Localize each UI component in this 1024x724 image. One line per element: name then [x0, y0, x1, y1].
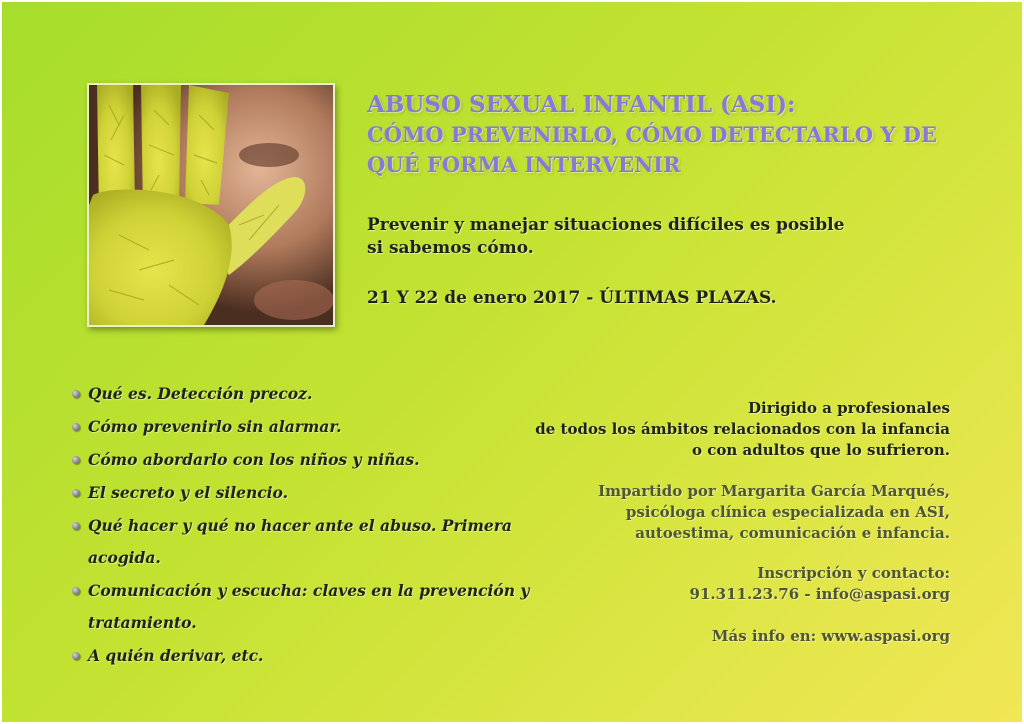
intro-line-2: si sabemos cómo. [367, 238, 534, 258]
bullet-icon [72, 489, 80, 497]
topic-item: El secreto y el silencio. [72, 477, 532, 509]
bullet-icon [72, 456, 80, 464]
topic-item: Cómo abordarlo con los niños y niñas. [72, 444, 532, 476]
intro-line-1: Prevenir y manejar situaciones difíciles es posible [367, 215, 845, 235]
painted-hand-icon [89, 85, 333, 325]
contact-line-2: 91.311.23.76 - info@aspasi.org [689, 585, 950, 603]
bullet-icon [72, 522, 80, 530]
bullet-icon [72, 587, 80, 595]
bullet-icon [72, 423, 80, 431]
topic-item: Qué hacer y qué no hacer ante el abuso. Primera acogida. [72, 510, 532, 574]
bullet-icon [72, 390, 80, 398]
course-dates: 21 Y 22 de enero 2017 - ÚLTIMAS PLAZAS. [367, 288, 777, 308]
course-title [367, 90, 967, 180]
painted-hand-photo [87, 83, 335, 327]
contact-info [530, 563, 950, 605]
bullet-icon [72, 652, 80, 660]
title-line-3: QUÉ FORMA INTERVENIR [367, 152, 681, 177]
intro-text [367, 214, 927, 260]
contact-line-1: Inscripción y contacto: [757, 564, 950, 582]
title-line-1: ABUSO SEXUAL INFANTIL (ASI): [367, 91, 796, 118]
title-line-2: CÓMO PREVENIRLO, CÓMO DETECTARLO Y DE [367, 122, 937, 147]
topic-item: Cómo prevenirlo sin alarmar. [72, 411, 532, 443]
audience-line-3: o con adultos que lo sufrieron. [692, 441, 950, 459]
more-info: Más info en: www.aspasi.org [711, 627, 950, 645]
instructor-info [530, 481, 950, 544]
topic-item: A quién derivar, etc. [72, 640, 532, 672]
teacher-line-2: psicóloga clínica especializada en ASI, [625, 503, 950, 521]
topic-item: Qué es. Detección precoz. [72, 378, 532, 410]
topic-item: Comunicación y escucha: claves en la prevención y tratamiento. [72, 575, 532, 639]
audience-line-1: Dirigido a profesionales [747, 399, 950, 417]
topics-list [72, 378, 532, 673]
teacher-line-3: autoestima, comunicación e infancia. [635, 524, 950, 542]
audience-line-2: de todos los ámbitos relacionados con la infancia [535, 420, 950, 438]
teacher-line-1: Impartido por Margarita García Marqués, [598, 482, 950, 500]
target-audience [530, 398, 950, 461]
